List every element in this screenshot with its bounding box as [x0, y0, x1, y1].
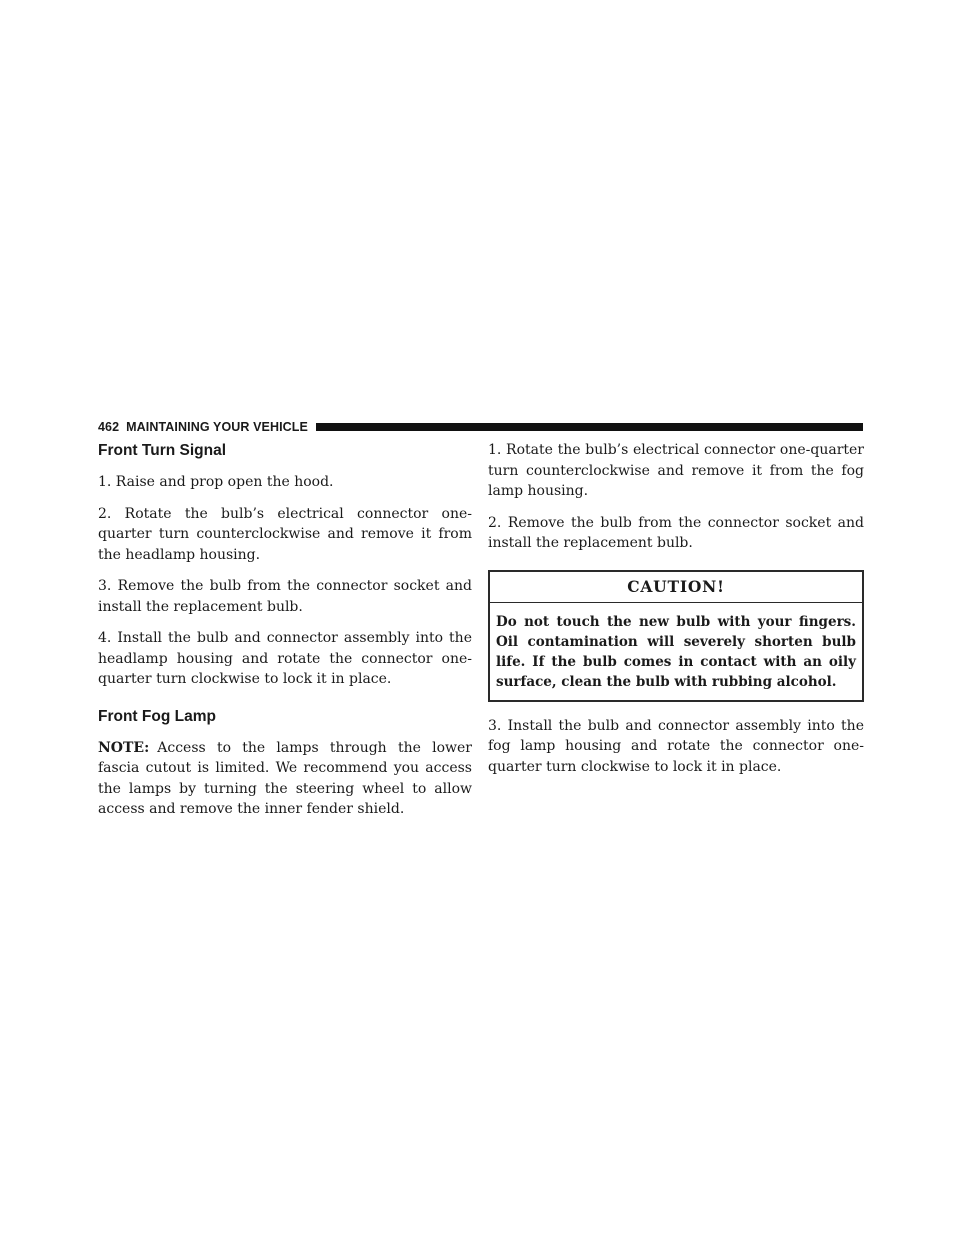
note-text: Access to the lamps through the lower fascia cutout is limited. We recommend you access the lamps by turning the steering wheel to allow access and remove the inner fender shield. — [98, 739, 472, 817]
caution-text: Do not touch the new bulb with your fingers. Oil contamination will severely shorten bulb life. If the bulb comes in contact with an oily surface, clean the bulb with rubbing alcohol. — [496, 613, 856, 690]
heading-front-fog-lamp: Front Fog Lamp — [98, 707, 216, 725]
page-number: 462 — [98, 420, 120, 434]
turn-signal-step-1: 1. Raise and prop open the hood. — [98, 474, 334, 490]
page-header — [98, 419, 863, 435]
turn-signal-step-3: 3. Remove the bulb from the connector socket and install the replacement bulb. — [98, 578, 472, 615]
right-column — [488, 440, 864, 788]
section-title: MAINTAINING YOUR VEHICLE — [126, 420, 308, 434]
fog-lamp-step-3: 3. Install the bulb and connector assembly into the fog lamp housing and rotate the connector one-quarter turn clockwise to lock it in place. — [488, 717, 864, 775]
header-rule — [316, 423, 863, 431]
caution-title: CAUTION! — [490, 572, 862, 603]
fog-lamp-step-2: 2. Remove the bulb from the connector socket and install the replacement bulb. — [488, 514, 864, 551]
caution-box — [488, 570, 864, 702]
left-column — [98, 440, 472, 831]
heading-front-turn-signal: Front Turn Signal — [98, 442, 227, 459]
fog-lamp-step-1: 1. Rotate the bulb’s electrical connector one-quarter turn counterclockwise and remove it from the fog lamp housing. — [488, 442, 864, 499]
note-label: NOTE: — [98, 739, 150, 756]
turn-signal-step-4: 4. Install the bulb and connector assembly into the headlamp housing and rotate the connector one-quarter turn clockwise to lock it in place. — [98, 630, 472, 687]
fog-lamp-note — [98, 738, 472, 820]
turn-signal-step-2: 2. Rotate the bulb’s electrical connector one-quarter turn counterclockwise and remove it from the headlamp housing. — [98, 505, 472, 563]
